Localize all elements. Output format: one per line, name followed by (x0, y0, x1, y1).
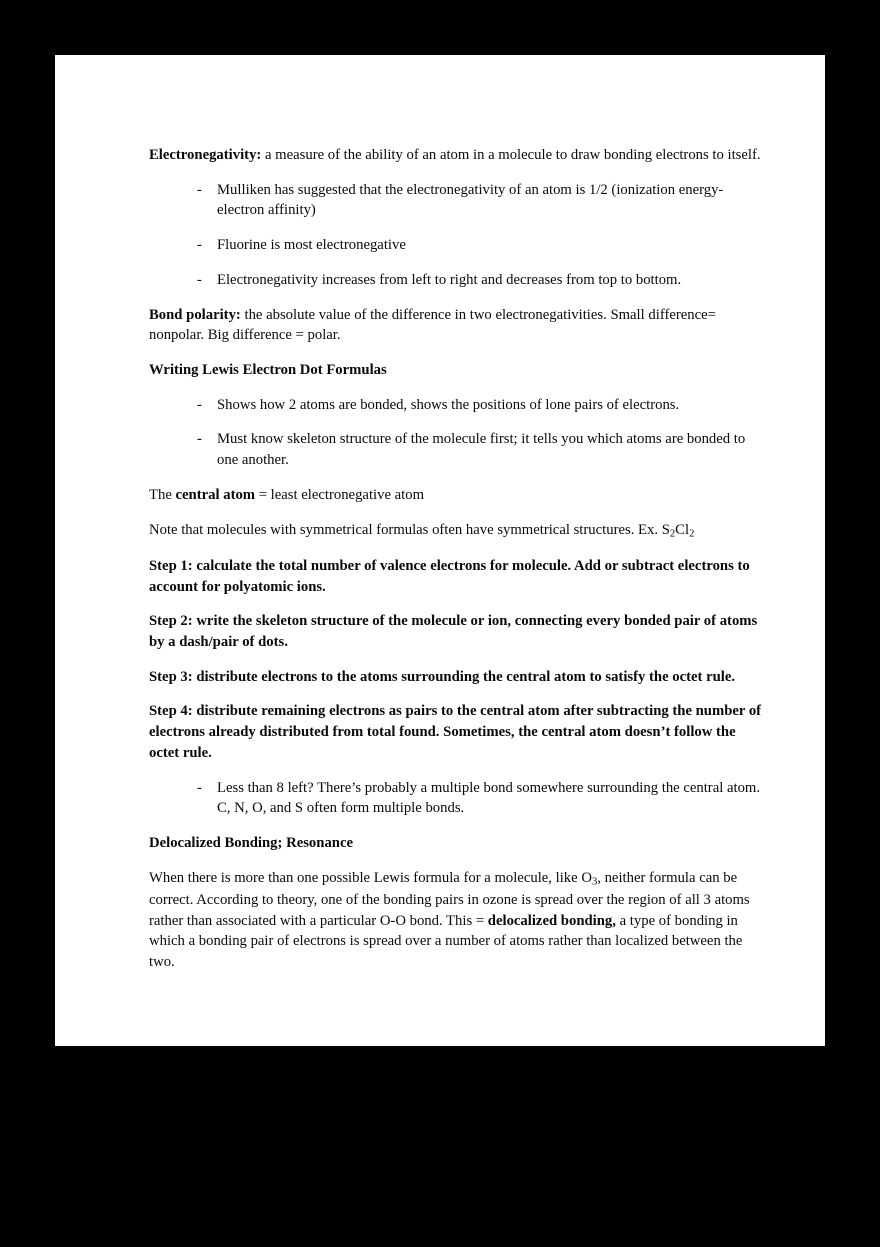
resonance-text-a: When there is more than one possible Lewis formula for a molecule, like O (149, 869, 592, 886)
paragraph-bond-polarity (149, 305, 768, 346)
list-item: - Fluorine is most electronegative (197, 235, 768, 256)
central-atom-prefix: The (149, 486, 176, 503)
heading-writing-lewis: Writing Lewis Electron Dot Formulas (149, 362, 387, 379)
term-electronegativity: Electronegativity: (149, 147, 262, 163)
paragraph-central-atom (149, 485, 768, 506)
subscript-two-a: 2 (669, 527, 676, 539)
list-item: - Less than 8 left? There’s probably a multiple bond somewhere surrounding the central atom. C, N, O, and S often form multiple bonds. (197, 778, 768, 819)
resonance-text-c: a type of bonding in which a bonding pair of electrons is spread over a number of atoms rather than localized between the two. (149, 912, 743, 971)
step-3: Step 3: distribute electrons to the atoms surrounding the central atom to satisfy the octet rule. (149, 668, 736, 685)
resonance-text-b: , neither formula can be correct. According to theory, one of the bonding pairs in ozone is spread over the region of all 3 atoms rather than associated with a particular O-O bond. This = (149, 869, 750, 929)
subscript-two-b: 2 (689, 527, 695, 539)
term-bond-polarity: Bond polarity: (149, 306, 241, 323)
list-item: - Electronegativity increases from left to right and decreases from top to bottom. (197, 270, 768, 291)
list-item: - Mulliken has suggested that the electronegativity of an atom is 1/2 (ionization energy-electron affinity) (197, 180, 768, 221)
subscript-three: 3 (591, 876, 598, 888)
heading-delocalized-bonding: Delocalized Bonding; Resonance (149, 835, 353, 852)
document-body (149, 145, 768, 973)
list-step-notes (149, 778, 768, 819)
paragraph-symmetry-note (149, 520, 768, 542)
paragraph-electronegativity (149, 145, 768, 166)
symmetry-note-mid: Cl (675, 521, 690, 538)
term-central-atom: central atom (175, 486, 256, 503)
term-delocalized-bonding: delocalized bonding, (487, 912, 616, 929)
list-item: - Must know skeleton structure of the molecule first; it tells you which atoms are bonded to one another. (197, 429, 768, 470)
definition-bond-polarity: the absolute value of the difference in two electronegativities. Small difference= nonpolar. Big difference = polar. (149, 306, 716, 344)
definition-electronegativity: a measure of the ability of an atom in a molecule to draw bonding electrons to itself. (261, 147, 761, 163)
symmetry-note-text: Note that molecules with symmetrical formulas often have symmetrical structures. Ex. S (149, 521, 670, 538)
step-4: Step 4: distribute remaining electrons as pairs to the central atom after subtracting the number of electrons already distributed from total found. Sometimes, the central atom doesn’t follow the octet rule. (149, 703, 762, 761)
step-1: Step 1: calculate the total number of valence electrons for molecule. Add or subtract electrons to account for polyatomic ions. (149, 557, 750, 595)
list-electronegativity (149, 180, 768, 291)
paragraph-resonance (149, 868, 768, 973)
document-page (55, 55, 825, 1046)
list-item: - Shows how 2 atoms are bonded, shows the positions of lone pairs of electrons. (197, 395, 768, 416)
list-writing-lewis (149, 395, 768, 471)
central-atom-suffix: = least electronegative atom (255, 486, 425, 503)
step-2: Step 2: write the skeleton structure of the molecule or ion, connecting every bonded pair of atoms by a dash/pair of dots. (149, 613, 758, 651)
